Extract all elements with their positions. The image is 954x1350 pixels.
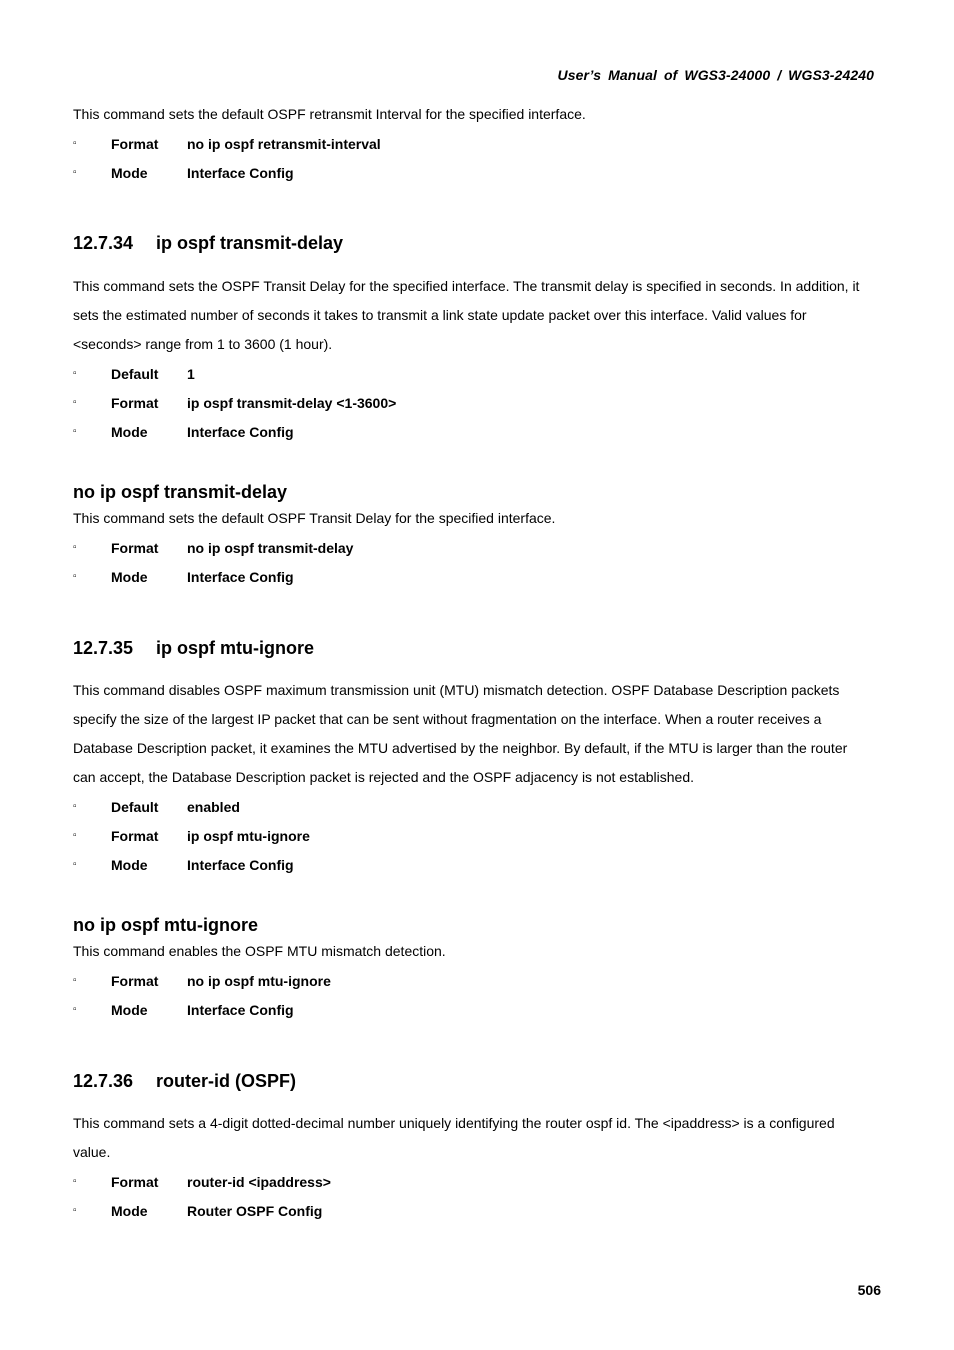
attr-value: Interface Config (187, 423, 294, 440)
attr-value: enabled (187, 798, 240, 815)
body-line: value. (73, 1144, 111, 1160)
attr-key: Mode (111, 856, 148, 873)
list-item (73, 1167, 885, 1196)
list-item (73, 821, 885, 850)
attr-key: Mode (111, 568, 148, 585)
section-number: 12.7.35 (73, 638, 134, 658)
bullet-icon: ▫ (73, 830, 77, 841)
attr-key: Format (111, 135, 159, 152)
attr-value: Interface Config (187, 568, 294, 585)
list-item (73, 417, 885, 446)
body-line: This command sets the OSPF Transit Delay for the specified interface. The transmit delay is specified in seconds. In addition, it (73, 278, 860, 294)
attr-value: no ip ospf mtu-ignore (187, 972, 331, 989)
body-line: Database Description packet, it examines the MTU advertised by the neighbor. By default, if the MTU is larger than the router (73, 740, 848, 756)
list-item (73, 1196, 885, 1225)
page-header: User’s Manual of WGS3-24000 / WGS3-24240 (557, 67, 874, 83)
attr-value: router-id <ipaddress> (187, 1173, 331, 1190)
bullet-icon: ▫ (73, 167, 77, 178)
list-item (73, 533, 885, 562)
section-body (73, 272, 885, 359)
attr-value: Interface Config (187, 1001, 294, 1018)
list-item (73, 158, 885, 187)
attr-value: no ip ospf transmit-delay (187, 539, 354, 556)
list-item (73, 966, 885, 995)
attr-key: Mode (111, 423, 148, 440)
attr-value: Interface Config (187, 856, 294, 873)
attr-value: ip ospf mtu-ignore (187, 827, 310, 844)
list-item (73, 995, 885, 1024)
page-content (73, 100, 885, 1225)
section-number: 12.7.36 (73, 1071, 134, 1091)
section-heading (73, 1071, 885, 1092)
list-item (73, 359, 885, 388)
body-line: <seconds> range from 1 to 3600 (1 hour). (73, 336, 333, 352)
attr-value: 1 (187, 365, 195, 382)
bullet-icon: ▫ (73, 859, 77, 870)
list-item (73, 562, 885, 591)
attr-key: Format (111, 972, 159, 989)
subsection-heading: no ip ospf mtu-ignore (73, 915, 258, 935)
attr-key: Format (111, 394, 159, 411)
body-line: sets the estimated number of seconds it takes to transmit a link state update packet over this interface. Valid values for (73, 307, 807, 323)
attr-key: Default (111, 798, 159, 815)
attr-value: Interface Config (187, 164, 294, 181)
intro-text: This command sets the default OSPF retransmit Interval for the specified interface. (73, 106, 586, 122)
section-heading (73, 638, 885, 659)
bullet-icon: ▫ (73, 1176, 77, 1187)
bullet-icon: ▫ (73, 542, 77, 553)
body-line: specify the size of the largest IP packet that can be sent without fragmentation on the interface. When a router receives a (73, 711, 822, 727)
bullet-icon: ▫ (73, 801, 77, 812)
subsection-text: This command enables the OSPF MTU mismatch detection. (73, 943, 446, 959)
bullet-icon: ▫ (73, 426, 77, 437)
bullet-icon: ▫ (73, 138, 77, 149)
attr-key: Mode (111, 1001, 148, 1018)
bullet-icon: ▫ (73, 975, 77, 986)
list-item (73, 388, 885, 417)
attr-value: Router OSPF Config (187, 1202, 323, 1219)
page-number: 506 (857, 1282, 881, 1298)
section-body (73, 1109, 885, 1167)
section-heading (73, 233, 885, 254)
attr-key: Format (111, 827, 159, 844)
attr-key: Format (111, 1173, 159, 1190)
section-body (73, 676, 885, 792)
subsection-text: This command sets the default OSPF Transit Delay for the specified interface. (73, 510, 556, 526)
attr-value: ip ospf transmit-delay <1-3600> (187, 394, 397, 411)
body-line: can accept, the Database Description packet is rejected and the OSPF adjacency is not established. (73, 769, 695, 785)
attr-key: Mode (111, 164, 148, 181)
attr-value: no ip ospf retransmit-interval (187, 135, 381, 152)
body-line: This command disables OSPF maximum transmission unit (MTU) mismatch detection. OSPF Database Description packets (73, 682, 840, 698)
bullet-icon: ▫ (73, 1205, 77, 1216)
section-number: 12.7.34 (73, 233, 134, 253)
attr-key: Format (111, 539, 159, 556)
subsection-heading: no ip ospf transmit-delay (73, 482, 288, 502)
bullet-icon: ▫ (73, 571, 77, 582)
list-item (73, 129, 885, 158)
section-title: router-id (OSPF) (156, 1071, 296, 1091)
attr-key: Default (111, 365, 159, 382)
body-line: This command sets a 4-digit dotted-decimal number uniquely identifying the router ospf id. The <ipaddress> is a configured (73, 1115, 835, 1131)
list-item (73, 792, 885, 821)
bullet-icon: ▫ (73, 368, 77, 379)
bullet-icon: ▫ (73, 1004, 77, 1015)
section-title: ip ospf transmit-delay (156, 233, 344, 253)
list-item (73, 850, 885, 879)
attr-key: Mode (111, 1202, 148, 1219)
section-title: ip ospf mtu-ignore (156, 638, 314, 658)
bullet-icon: ▫ (73, 397, 77, 408)
